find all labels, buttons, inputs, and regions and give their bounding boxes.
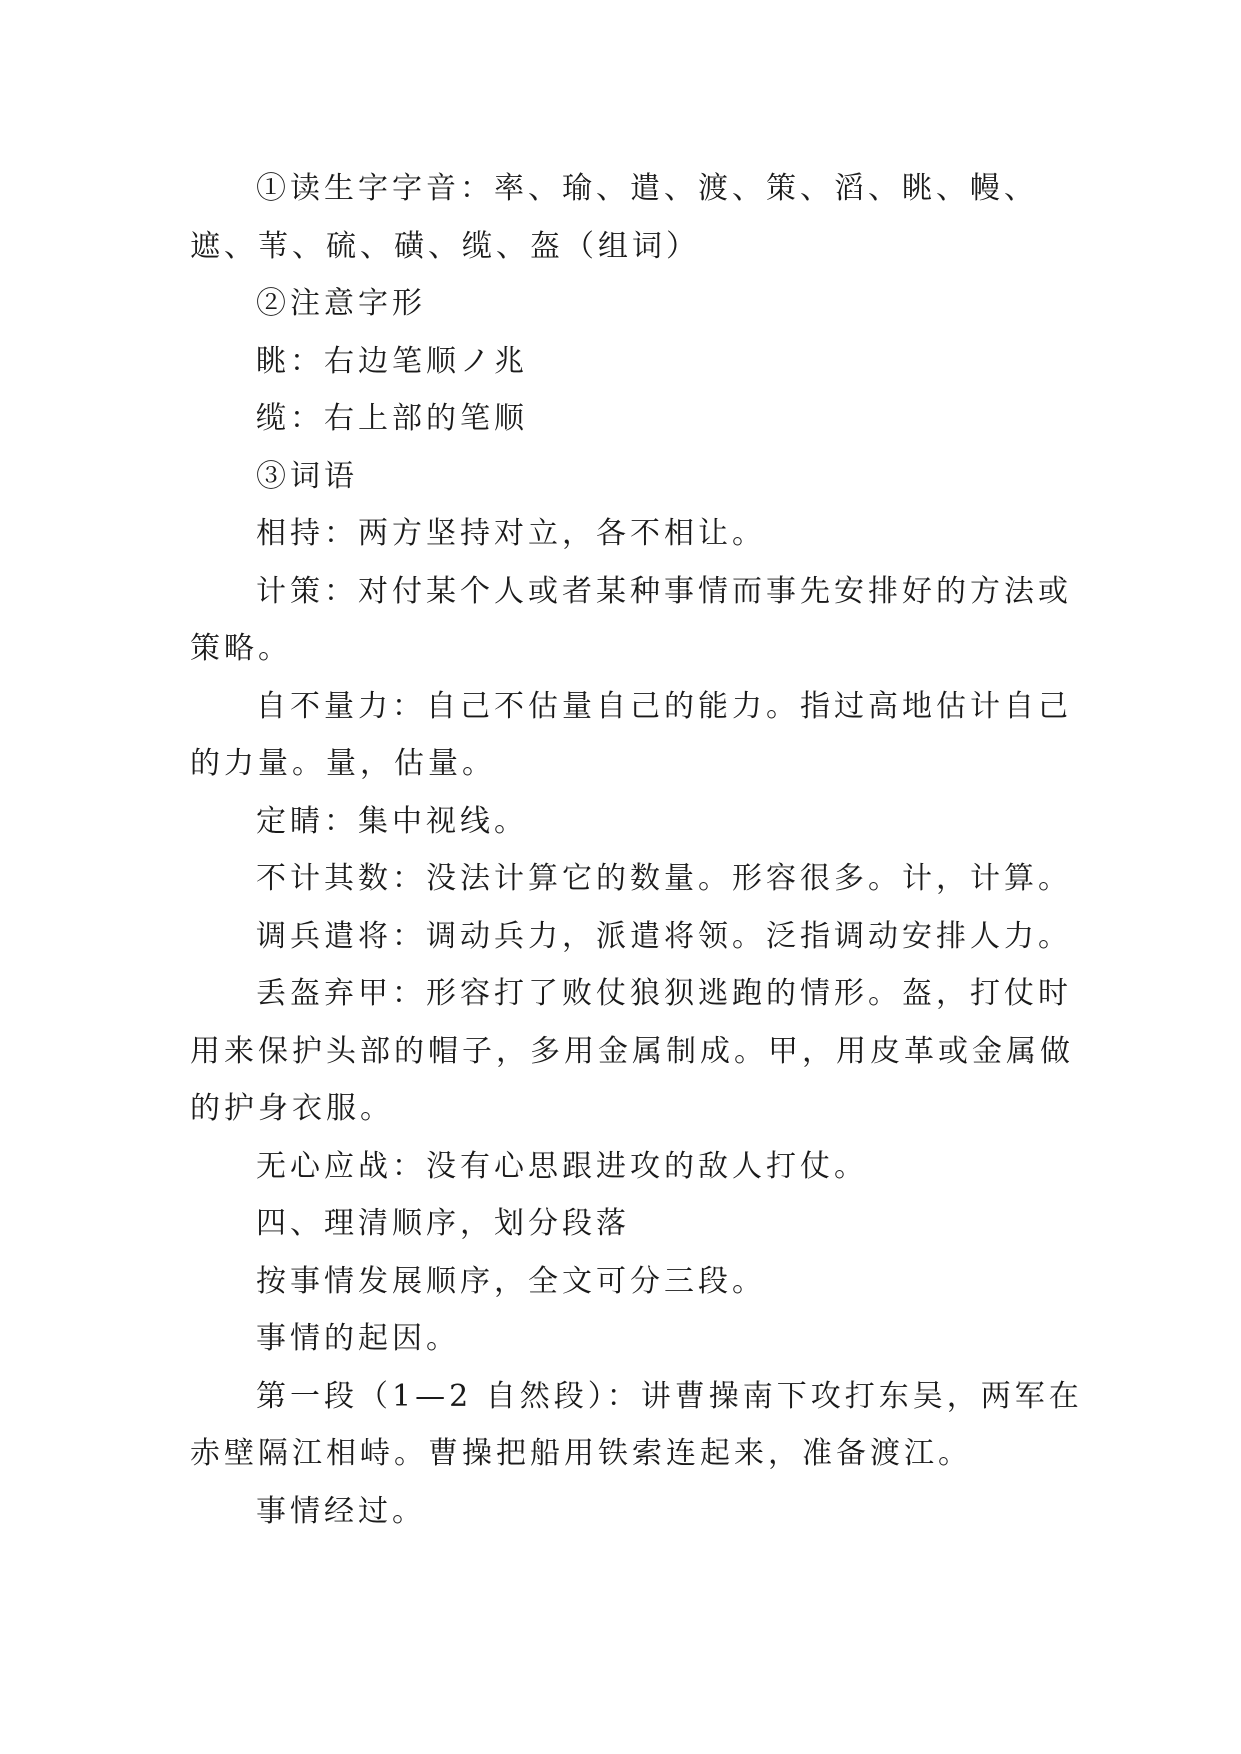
document-body <box>190 160 1090 1540</box>
paragraph-lan-stroke: 缆：右上部的笔顺 <box>256 401 528 436</box>
paragraph-diukuiqijia: 丢盔弃甲：形容打了败仗狼狈逃跑的情形。盔，打仗时用来保护头部的帽子，多用金属制成。甲，用皮革或金属做的护身衣服。 <box>190 976 1074 1126</box>
paragraph-section-four-heading: 四、理清顺序，划分段落 <box>256 1206 630 1241</box>
paragraph-diaobingqianjiang: 调兵遣将：调动兵力，派遣将领。泛指调动安排人力。 <box>256 918 1072 954</box>
paragraph-read-characters: ①读生字字音：率、瑜、遣、渡、策、滔、眺、幔、遮、苇、硫、磺、缆、盔（组词） <box>190 171 1038 264</box>
paragraph-character-form-heading: ②注意字形 <box>256 286 426 321</box>
paragraph-dingjing: 定睛：集中视线。 <box>256 803 528 839</box>
paragraph-bujiqishu: 不计其数：没法计算它的数量。形容很多。计，计算。 <box>256 861 1072 896</box>
paragraph-cause: 事情的起因。 <box>256 1321 460 1356</box>
paragraph-vocabulary-heading: ③词语 <box>256 458 358 494</box>
paragraph-wuxinyingzhan: 无心应战：没有心思跟进攻的敌人打仗。 <box>256 1148 868 1184</box>
paragraph-process: 事情经过。 <box>256 1493 426 1529</box>
paragraph-xiangchi: 相持：两方坚持对立，各不相让。 <box>256 516 766 551</box>
paragraph-first-section: 第一段（1—2 自然段）：讲曹操南下攻打东吴，两军在赤壁隔江相峙。曹操把船用铁索连起来，准备渡江。 <box>190 1378 1083 1471</box>
paragraph-three-sections: 按事情发展顺序，全文可分三段。 <box>256 1263 766 1299</box>
paragraph-tiao-stroke: 眺：右边笔顺ノ兆 <box>256 343 528 379</box>
paragraph-zibuliangli: 自不量力：自己不估量自己的能力。指过高地估计自己的力量。量，估量。 <box>190 688 1072 781</box>
paragraph-jice: 计策：对付某个人或者某种事情而事先安排好的方法或策略。 <box>190 573 1072 666</box>
